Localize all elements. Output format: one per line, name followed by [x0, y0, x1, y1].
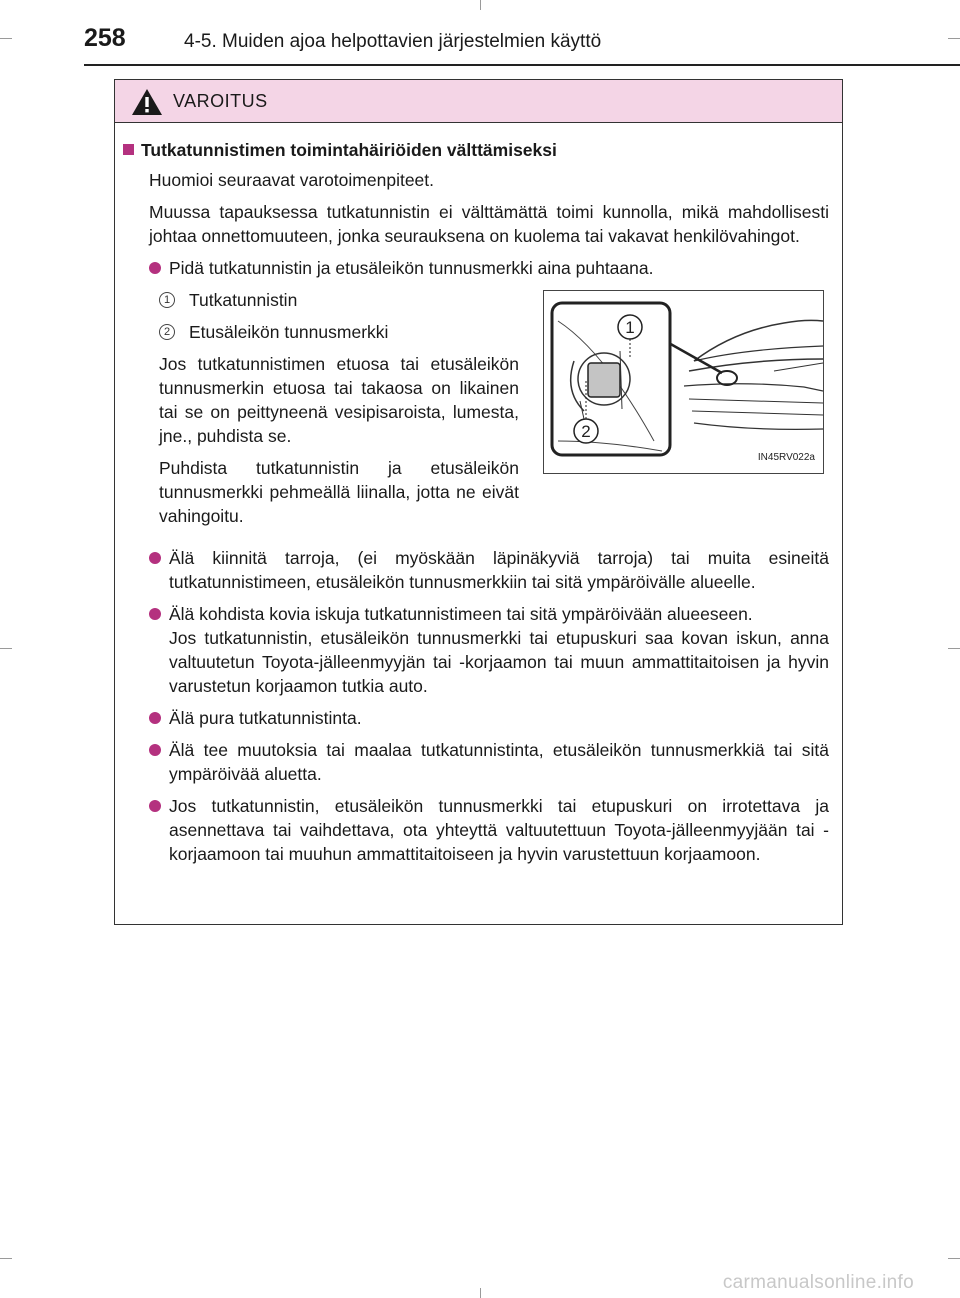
list-item-text: Pidä tutkatunnistin ja etusäleikön tunnusmerkki aina puhtaana. — [169, 258, 654, 278]
warning-triangle-icon — [131, 88, 163, 116]
crop-mark — [0, 38, 12, 39]
section-title: 4-5. Muiden ajoa helpottavien järjestelmien käyttö — [184, 31, 602, 52]
crop-mark — [0, 648, 12, 649]
figure-text — [159, 288, 519, 536]
figure-paragraph: Jos tutkatunnistimen etuosa tai etusäleikön tunnusmerkin etuosa tai takaosa on likainen tai se on peittyneenä vesipisaroista, lumesta, jne., puhdista se. — [159, 354, 519, 446]
bullet-dot-icon — [149, 552, 161, 564]
warning-heading — [123, 138, 829, 162]
legend-item — [159, 288, 519, 312]
crop-mark — [948, 648, 960, 649]
list-item-text-2: Jos tutkatunnistin, etusäleikön tunnusmerkki tai etupuskuri saa kovan iskun, anna valtuutetun Toyota-jälleenmyyjän tai -korjaamon tai muun ammattitaitoisen ja hyvin varustetun korjaamon tutkia auto. — [169, 628, 829, 696]
list-item — [139, 706, 829, 730]
warning-content — [129, 138, 829, 874]
crop-mark — [948, 38, 960, 39]
crop-mark — [480, 0, 481, 10]
crop-mark — [948, 1258, 960, 1259]
list-item-text: Älä pura tutkatunnistinta. — [169, 708, 362, 728]
figure-code: IN45RV022a — [757, 452, 815, 463]
bullet-dot-icon — [149, 744, 161, 756]
warning-header — [115, 80, 842, 123]
callout-label: 1 — [625, 318, 635, 337]
bullet-dot-icon — [149, 262, 161, 274]
number-circle-icon: 1 — [159, 292, 175, 308]
crop-mark — [0, 1258, 12, 1259]
radar-illustration — [543, 290, 824, 474]
list-item — [139, 794, 829, 866]
list-item-text: Älä tee muutoksia tai maalaa tutkatunnistinta, etusäleikön tunnusmerkkiä tai sitä ympäröivää aluetta. — [169, 740, 829, 784]
list-item-text: Älä kohdista kovia iskuja tutkatunnistimeen tai sitä ympäröivään alueeseen. — [169, 604, 753, 624]
legend-label: Etusäleikön tunnusmerkki — [189, 322, 389, 342]
list-item-text: Älä kiinnitä tarroja, (ei myöskään läpinäkyviä tarroja) tai muita esineitä tutkatunnistimeen, etusäleikön tunnusmerkkiin tai sitä ympäröivälle alueelle. — [169, 548, 829, 592]
callout-label: 2 — [581, 422, 591, 441]
bullet-dot-icon — [149, 608, 161, 620]
list-item — [139, 602, 829, 698]
number-circle-icon: 2 — [159, 324, 175, 340]
list-item — [139, 738, 829, 786]
intro-text: Huomioi seuraavat varotoimenpiteet. — [149, 170, 435, 190]
list-item — [139, 256, 829, 280]
warning-title: VAROITUS — [173, 91, 268, 111]
figure-row — [159, 288, 829, 536]
warning-box — [114, 79, 843, 925]
header-rule — [84, 64, 960, 66]
intro-text-2: Muussa tapauksessa tutkatunnistin ei välttämättä toimi kunnolla, mikä mahdollisesti johtaa onnettomuuteen, jonka seurauksena on kuolema tai vakavat henkilövahingot. — [149, 202, 829, 246]
legend-item — [159, 320, 519, 344]
figure-paragraph-2: Puhdista tutkatunnistin ja etusäleikön tunnusmerkki pehmeällä liinalla, jotta ne eivät vahingoitu. — [159, 458, 519, 526]
bullet-dot-icon — [149, 712, 161, 724]
bullet-dot-icon — [149, 800, 161, 812]
watermark: carmanualsonline.info — [722, 1272, 914, 1293]
list-item-text: Jos tutkatunnistin, etusäleikön tunnusmerkki tai etupuskuri on irrotettava ja asennettava tai vaihdettava, ota yhteyttä valtuutettuun Toyota-jälleenmyyjään tai -korjaamoon tai muuhun ammattitaitoiseen ja hyvin varustettuun korjaamoon. — [169, 796, 829, 864]
legend-label: Tutkatunnistin — [189, 290, 298, 310]
warning-heading-text: Tutkatunnistimen toimintahäiriöiden välttämiseksi — [141, 140, 557, 160]
square-bullet-icon — [123, 144, 134, 155]
page-number: 258 — [84, 24, 126, 52]
crop-mark — [480, 1288, 481, 1298]
list-item — [139, 546, 829, 594]
